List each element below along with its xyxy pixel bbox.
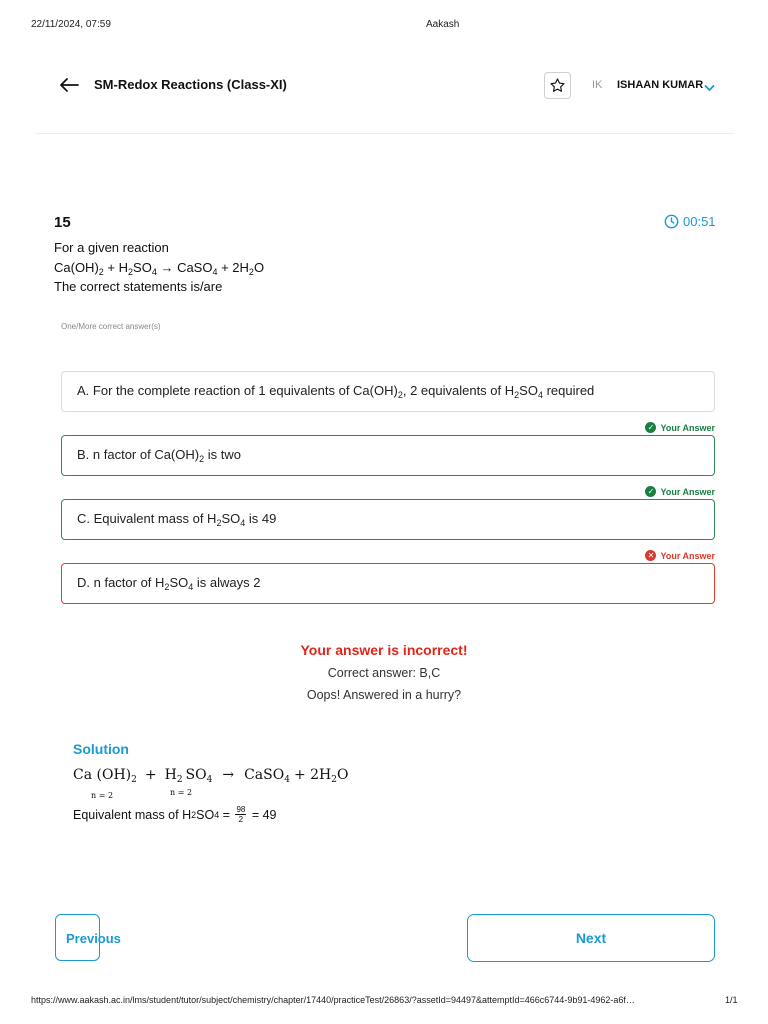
your-answer-tag-b: ✓ Your Answer [645, 422, 715, 433]
option-b[interactable] [61, 435, 715, 476]
cross-icon: ✕ [645, 550, 656, 561]
solution-title: Solution [73, 741, 129, 757]
option-d-text: D. n factor of $H_2SO_4$ is always 2 [77, 575, 261, 592]
correct-answer-text: Correct answer: B,C [327, 666, 441, 680]
question-line-3: The correct statements is/are [54, 279, 223, 294]
solution-equivalent-mass: Equivalent mass of H 2 SO 4 = $\frac{98}{2}$ = 49 [73, 805, 277, 824]
your-answer-tag-c: ✓ Your Answer [645, 486, 715, 497]
your-answer-tag-d: ✕ Your Answer [645, 550, 715, 561]
print-datetime: 22/11/2024, 07:59 [31, 19, 111, 30]
question-reaction: $Ca(OH)_2 + H_2SO_4$ → CaSO$_4$ + $2H_2O$ [54, 260, 265, 277]
print-site-title: Aakash [426, 19, 460, 30]
question-number: 15 [54, 214, 71, 231]
previous-button-label[interactable]: Previous [66, 931, 121, 946]
clock-icon [664, 214, 679, 229]
result-title: Your answer is incorrect! [300, 642, 468, 658]
header-divider [36, 133, 734, 134]
question-line-1: For a given reaction [54, 240, 169, 255]
bookmark-button[interactable] [544, 72, 571, 99]
user-initials: IK [592, 79, 603, 91]
option-a[interactable] [61, 371, 715, 412]
solution-equation: Ca $(OH)_2 + H_2$ $SO_4$ → CaSO$_4$ + $2H_2O$ [73, 767, 349, 785]
answer-type-hint: One/More correct answer(s) [61, 322, 161, 331]
check-icon: ✓ [645, 422, 656, 433]
user-name[interactable]: ISHAAN KUMAR [617, 79, 704, 91]
check-icon: ✓ [645, 486, 656, 497]
fraction: $\frac{98}{2}$ [236, 805, 246, 824]
option-c[interactable] [61, 499, 715, 540]
option-a-text: A. For the complete reaction of 1 equivalents of $Ca(OH)_2$, 2 equivalents of $H_2SO_4$ required [77, 383, 595, 400]
next-button[interactable]: Next [467, 914, 715, 962]
print-url: https://www.aakash.ac.in/lms/student/tutor/subject/chemistry/chapter/17440/practiceTest/26863/?assetId=94497&attemptId=466c6744-9b91-4962-a6f… [31, 995, 635, 1005]
chevron-down-icon[interactable] [704, 80, 715, 98]
option-d[interactable] [61, 563, 715, 604]
option-c-text: C. Equivalent mass of $H_2SO_4$ is 49 [77, 511, 277, 528]
option-b-text: B. n factor of $Ca(OH)_2$ is two [77, 447, 241, 464]
timer [664, 214, 716, 229]
star-icon [549, 77, 566, 94]
solution-nfactor-1: n = 2 [91, 791, 114, 800]
print-page-number: 1/1 [725, 995, 738, 1005]
back-arrow-icon[interactable] [58, 76, 80, 94]
page-title: SM-Redox Reactions (Class-XI) [94, 77, 287, 92]
result-note: Oops! Answered in a hurry? [306, 688, 462, 702]
timer-value: 00:51 [683, 214, 716, 229]
solution-nfactor-2: n = 2 [170, 788, 193, 797]
